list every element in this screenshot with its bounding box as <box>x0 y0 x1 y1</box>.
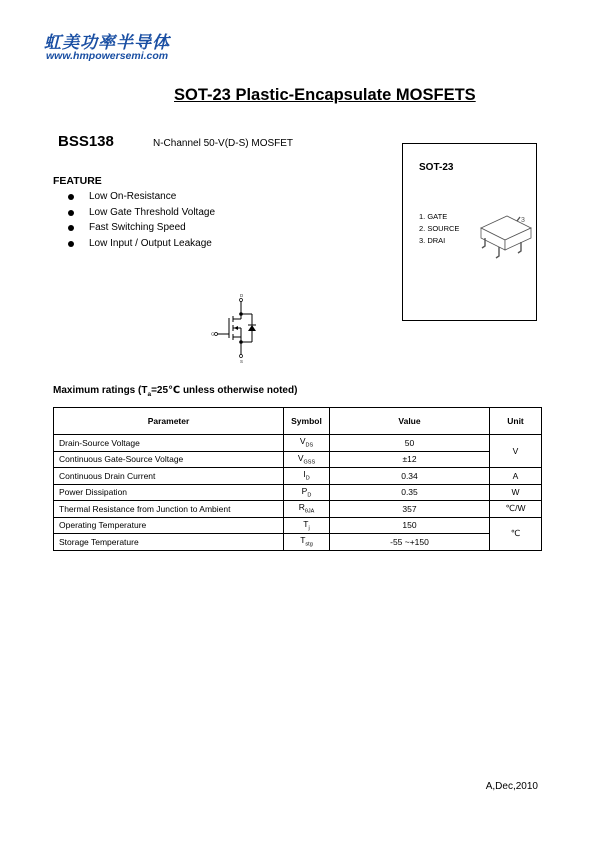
parameter-cell: Thermal Resistance from Junction to Ambient <box>54 501 284 518</box>
column-header-unit: Unit <box>490 408 542 435</box>
table-row <box>54 484 542 501</box>
value-cell: 50 <box>330 435 490 452</box>
table-row <box>54 501 542 518</box>
feature-item: Low On-Resistance <box>68 189 215 205</box>
drain-label: D <box>240 293 244 298</box>
pin-list <box>419 211 459 247</box>
source-label: S <box>240 359 244 364</box>
symbol-cell: $R_{\theta JA}$ <box>284 501 330 518</box>
value-cell: 357 <box>330 501 490 518</box>
table-row <box>54 517 542 534</box>
unit-cell: W <box>490 484 542 501</box>
table-row <box>54 451 542 468</box>
ratings-table <box>53 407 542 551</box>
value-cell: 0.35 <box>330 484 490 501</box>
symbol-cell: $I_D$ <box>284 468 330 485</box>
symbol-cell: $V_{GSS}$ <box>284 451 330 468</box>
sot23-package-icon <box>477 208 535 278</box>
symbol-cell: $P_D$ <box>284 484 330 501</box>
parameter-cell: Continuous Gate-Source Voltage <box>54 451 284 468</box>
part-number: BSS138 <box>58 133 114 150</box>
mosfet-symbol-icon <box>208 292 268 364</box>
feature-item: Low Input / Output Leakage <box>68 236 215 252</box>
revision-date: A,Dec,2010 <box>485 781 538 792</box>
symbol-cell: $T_{stg}$ <box>284 534 330 551</box>
unit-cell: ℃ <box>490 517 542 550</box>
parameter-cell: Storage Temperature <box>54 534 284 551</box>
ratings-heading-sub: a <box>147 391 152 398</box>
package-name: SOT-23 <box>419 162 454 173</box>
value-cell: 150 <box>330 517 490 534</box>
unit-cell: ℃/W <box>490 501 542 518</box>
parameter-cell: Operating Temperature <box>54 517 284 534</box>
pin-label-gate: 1. GATE <box>419 212 448 221</box>
unit-cell: V <box>490 435 542 468</box>
ratings-heading-suffix: =25℃ unless otherwise noted) <box>151 385 298 396</box>
table-header-row <box>54 408 542 435</box>
feature-item: Fast Switching Speed <box>68 220 215 236</box>
feature-item: Low Gate Threshold Voltage <box>68 205 215 221</box>
table-row <box>54 534 542 551</box>
column-header-symbol: Symbol <box>284 408 330 435</box>
package-pin-number: 3 <box>521 217 525 224</box>
feature-list <box>68 189 215 251</box>
symbol-cell: $V_{DS}$ <box>284 435 330 452</box>
column-header-value: Value <box>330 408 490 435</box>
value-cell: ±12 <box>330 451 490 468</box>
value-cell: -55 ~+150 <box>330 534 490 551</box>
column-header-parameter: Parameter <box>54 408 284 435</box>
parameter-cell: Continuous Drain Current <box>54 468 284 485</box>
pin-label-drain: 3. DRAI <box>419 236 446 245</box>
pin-label-source: 2. SOURCE <box>419 224 460 233</box>
company-url: www.hmpowersemi.com <box>46 50 169 62</box>
gate-label: G <box>211 331 215 337</box>
symbol-cell: $T_j$ <box>284 517 330 534</box>
value-cell: 0.34 <box>330 468 490 485</box>
unit-cell: A <box>490 468 542 485</box>
parameter-cell: Power Dissipation <box>54 484 284 501</box>
table-row <box>54 468 542 485</box>
company-logo-cn: 虹美功率半导体 <box>44 33 170 53</box>
document-title: SOT-23 Plastic-Encapsulate MOSFETS <box>174 86 476 104</box>
package-box <box>402 143 537 321</box>
ratings-heading-prefix: Maximum ratings (T <box>53 385 148 396</box>
ratings-heading <box>53 385 297 398</box>
table-row <box>54 435 542 452</box>
feature-heading: FEATURE <box>53 175 102 187</box>
parameter-cell: Drain-Source Voltage <box>54 435 284 452</box>
part-description: N-Channel 50-V(D-S) MOSFET <box>153 138 294 149</box>
